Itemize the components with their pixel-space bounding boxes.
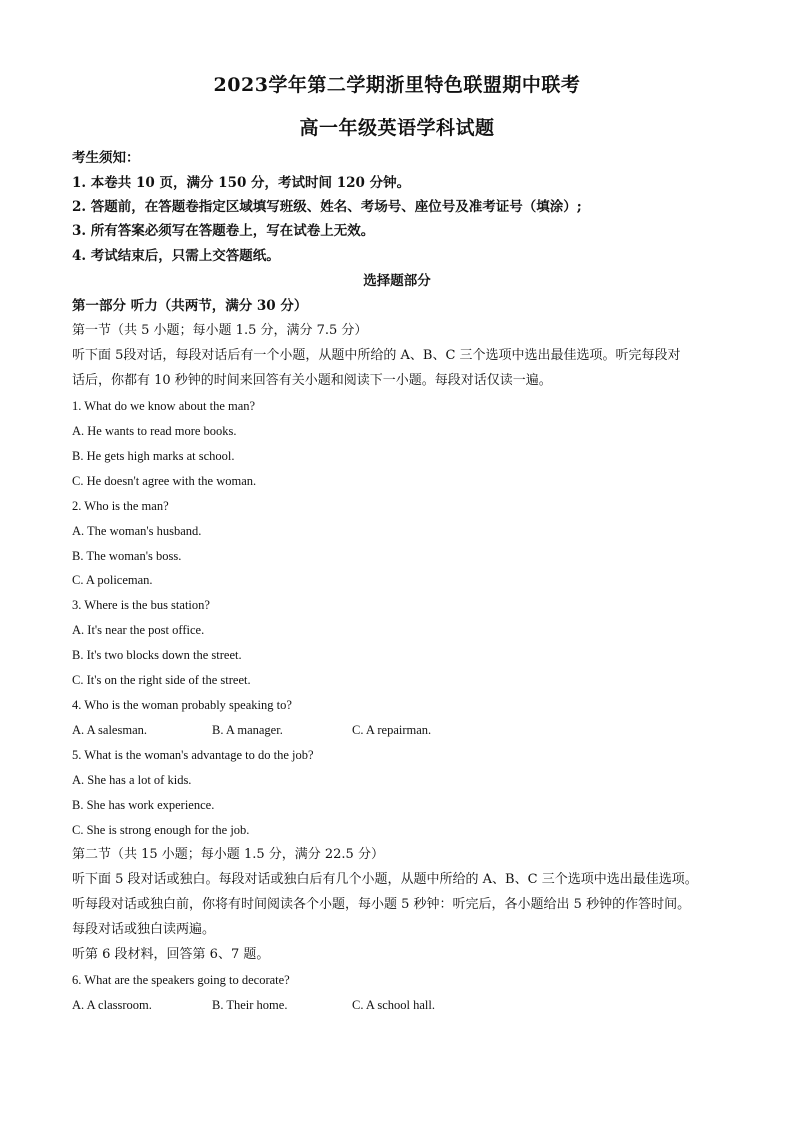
- question-stem: 3. Where is the bus station?: [72, 598, 210, 612]
- question-stem: 2. Who is the man?: [72, 499, 169, 513]
- sec2-instruction: 每段对话或独白读两遍。: [72, 922, 216, 937]
- option-c: C. It's on the right side of the street.: [72, 673, 251, 687]
- sec1-heading: 第一节（共 5 小题；每小题 1.5 分，满分 7.5 分）: [72, 323, 368, 338]
- option-c: C. A policeman.: [72, 573, 153, 587]
- notice-item: 3. 所有答案必须写在答题卷上，写在试卷上无效。: [72, 223, 375, 239]
- sec2-heading: 第二节（共 15 小题；每小题 1.5 分，满分 22.5 分）: [72, 847, 384, 862]
- section-heading: 选择题部分: [363, 273, 431, 289]
- option-a: A. A classroom.: [72, 998, 152, 1012]
- option-c: C. A repairman.: [352, 723, 432, 737]
- option-b: B. Their home.: [212, 998, 288, 1012]
- exam-title: 2023学年第二学期浙里特色联盟期中联考: [213, 74, 581, 96]
- option-a: A. It's near the post office.: [72, 623, 205, 637]
- question-stem: 6. What are the speakers going to decorate?: [72, 973, 290, 987]
- option-b: B. She has work experience.: [72, 798, 215, 812]
- material-note: 听第 6 段材料，回答第 6、7 题。: [72, 947, 270, 962]
- sec1-instruction: 话后，你都有 10 秒钟的时间来回答有关小题和阅读下一小题。每段对话仅读一遍。: [72, 373, 552, 388]
- sec2-instruction: 听每段对话或独白前，你将有时间阅读各个小题，每小题 5 秒钟：听完后，各小题给出 5 秒钟的作答时间。: [72, 897, 691, 912]
- exam-subtitle: 高一年级英语学科试题: [299, 117, 495, 139]
- option-b: B. A manager.: [212, 723, 283, 737]
- notice-heading: 考生须知：: [72, 150, 140, 166]
- sec1-instruction: 听下面 5段对话，每段对话后有一个小题，从题中所给的 A、B、C 三个选项中选出最佳选项。听完每段对: [72, 348, 681, 363]
- notice-item: 2. 答题前，在答题卷指定区域填写班级、姓名、考场号、座位号及准考证号（填涂）;: [72, 199, 582, 215]
- notice-item: 1. 本卷共 10 页，满分 150 分，考试时间 120 分钟。: [72, 175, 411, 191]
- option-b: B. It's two blocks down the street.: [72, 648, 242, 662]
- question-stem: 5. What is the woman's advantage to do the job?: [72, 748, 314, 762]
- option-a: A. She has a lot of kids.: [72, 773, 192, 787]
- question-stem: 4. Who is the woman probably speaking to?: [72, 698, 292, 712]
- question-stem: 1. What do we know about the man?: [72, 399, 256, 413]
- option-a: A. A salesman.: [72, 723, 147, 737]
- notice-item: 4. 考试结束后，只需上交答题纸。: [72, 248, 280, 264]
- sec2-instruction: 听下面 5 段对话或独白。每段对话或独白后有几个小题，从题中所给的 A、B、C 三个选项中选出最佳选项。: [72, 872, 698, 887]
- option-a: A. He wants to read more books.: [72, 424, 237, 438]
- option-c: C. A school hall.: [352, 998, 435, 1012]
- option-b: B. He gets high marks at school.: [72, 449, 235, 463]
- option-a: A. The woman's husband.: [72, 524, 202, 538]
- option-c: C. He doesn't agree with the woman.: [72, 474, 257, 488]
- option-c: C. She is strong enough for the job.: [72, 823, 250, 837]
- part1-heading: 第一部分 听力（共两节，满分 30 分）: [72, 298, 308, 314]
- option-b: B. The woman's boss.: [72, 549, 182, 563]
